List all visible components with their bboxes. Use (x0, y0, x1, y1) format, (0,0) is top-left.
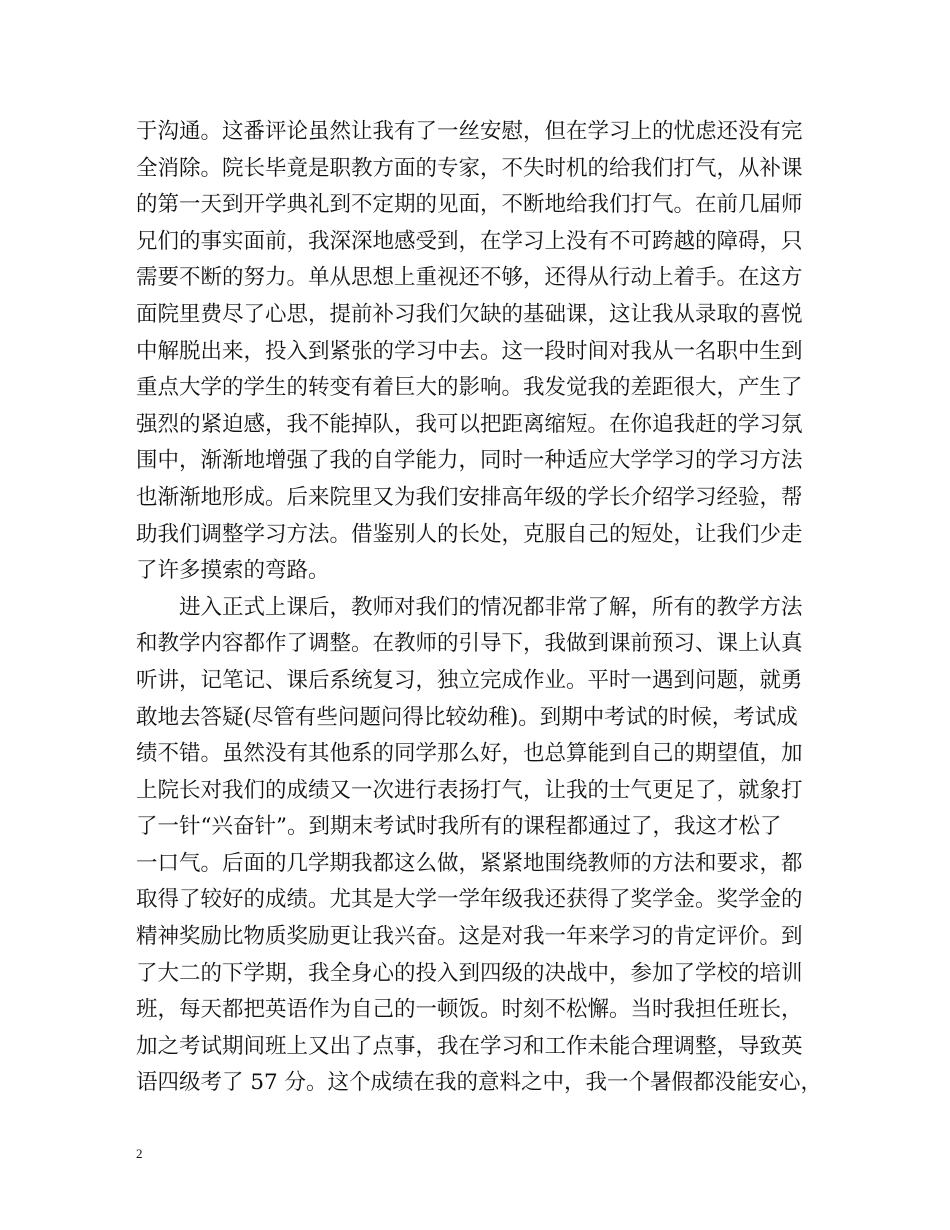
text-line: 听讲，记笔记、课后系统复习，独立完成作业。平时一遇到问题，就勇 (136, 667, 803, 693)
text-line: 也渐渐地形成。后来院里又为我们安排高年级的学长介绍学习经验，帮 (136, 484, 803, 510)
text-line: 中解脱出来，投入到紧张的学习中去。这一段时间对我从一名职中生到 (136, 338, 803, 364)
text-line: 进入正式上课后，教师对我们的情况都非常了解，所有的教学方法 (136, 594, 803, 620)
text-line: 了大二的下学期，我全身心的投入到四级的决战中，参加了学校的培训 (136, 960, 803, 986)
text-line: 了一针“兴奋针”。到期末考试时我所有的课程都通过了，我这才松了 (136, 814, 782, 840)
text-line: 了许多摸索的弯路。 (136, 558, 330, 584)
text-line: 面院里费尽了心思，提前补习我们欠缺的基础课，这让我从录取的喜悦 (136, 301, 803, 327)
text-line: 和教学内容都作了调整。在教师的引导下，我做到课前预习、课上认真 (136, 631, 803, 657)
text-line: 围中，渐渐地增强了我的自学能力，同时一种适应大学学习的学习方法 (136, 448, 803, 474)
text-line: 需要不断的努力。单从思想上重视还不够，还得从行动上着手。在这方 (136, 265, 803, 291)
body-text (136, 114, 826, 1102)
text-line: 取得了较好的成绩。尤其是大学一学年级我还获得了奖学金。奖学金的 (136, 887, 803, 913)
page-number: 2 (136, 1146, 143, 1161)
text-line: 全消除。院长毕竟是职教方面的专家，不失时机的给我们打气，从补课 (136, 155, 803, 181)
text-line: 加之考试期间班上又出了点事，我在学习和工作未能合理调整，导致英 (136, 1033, 803, 1059)
text-line: 绩不错。虽然没有其他系的同学那么好，也总算能到自己的期望值，加 (136, 741, 803, 767)
text-line: 助我们调整学习方法。借鉴别人的长处，克服自己的短处，让我们少走 (136, 521, 803, 547)
text-line: 于沟通。这番评论虽然让我有了一丝安慰，但在学习上的忧虑还没有完 (136, 119, 803, 144)
text-line: 语四级考了 57 分。这个成绩在我的意料之中，我一个暑假都没能安心， (136, 1070, 823, 1096)
text-line: 班，每天都把英语作为自己的一顿饭。时刻不松懈。当时我担任班长， (136, 997, 803, 1023)
text-line: 的第一天到开学典礼到不定期的见面，不断地给我们打气。在前几届师 (136, 192, 803, 218)
text-line: 敢地去答疑(尽管有些问题问得比较幼稚)。到期中考试的时候，考试成 (136, 704, 798, 730)
text-line: 上院长对我们的成绩又一次进行表扬打气，让我的士气更足了，就象打 (136, 777, 803, 803)
text-line: 兄们的事实面前，我深深地感受到，在学习上没有不可跨越的障碍，只 (136, 228, 803, 254)
text-line: 精神奖励比物质奖励更让我兴奋。这是对我一年来学习的肯定评价。到 (136, 924, 803, 950)
text-line: 强烈的紧迫感，我不能掉队，我可以把距离缩短。在你追我赶的学习氛 (136, 411, 803, 437)
text-line: 一口气。后面的几学期我都这么做，紧紧地围绕教师的方法和要求，都 (136, 850, 803, 876)
text-line: 重点大学的学生的转变有着巨大的影响。我发觉我的差距很大，产生了 (136, 375, 803, 401)
